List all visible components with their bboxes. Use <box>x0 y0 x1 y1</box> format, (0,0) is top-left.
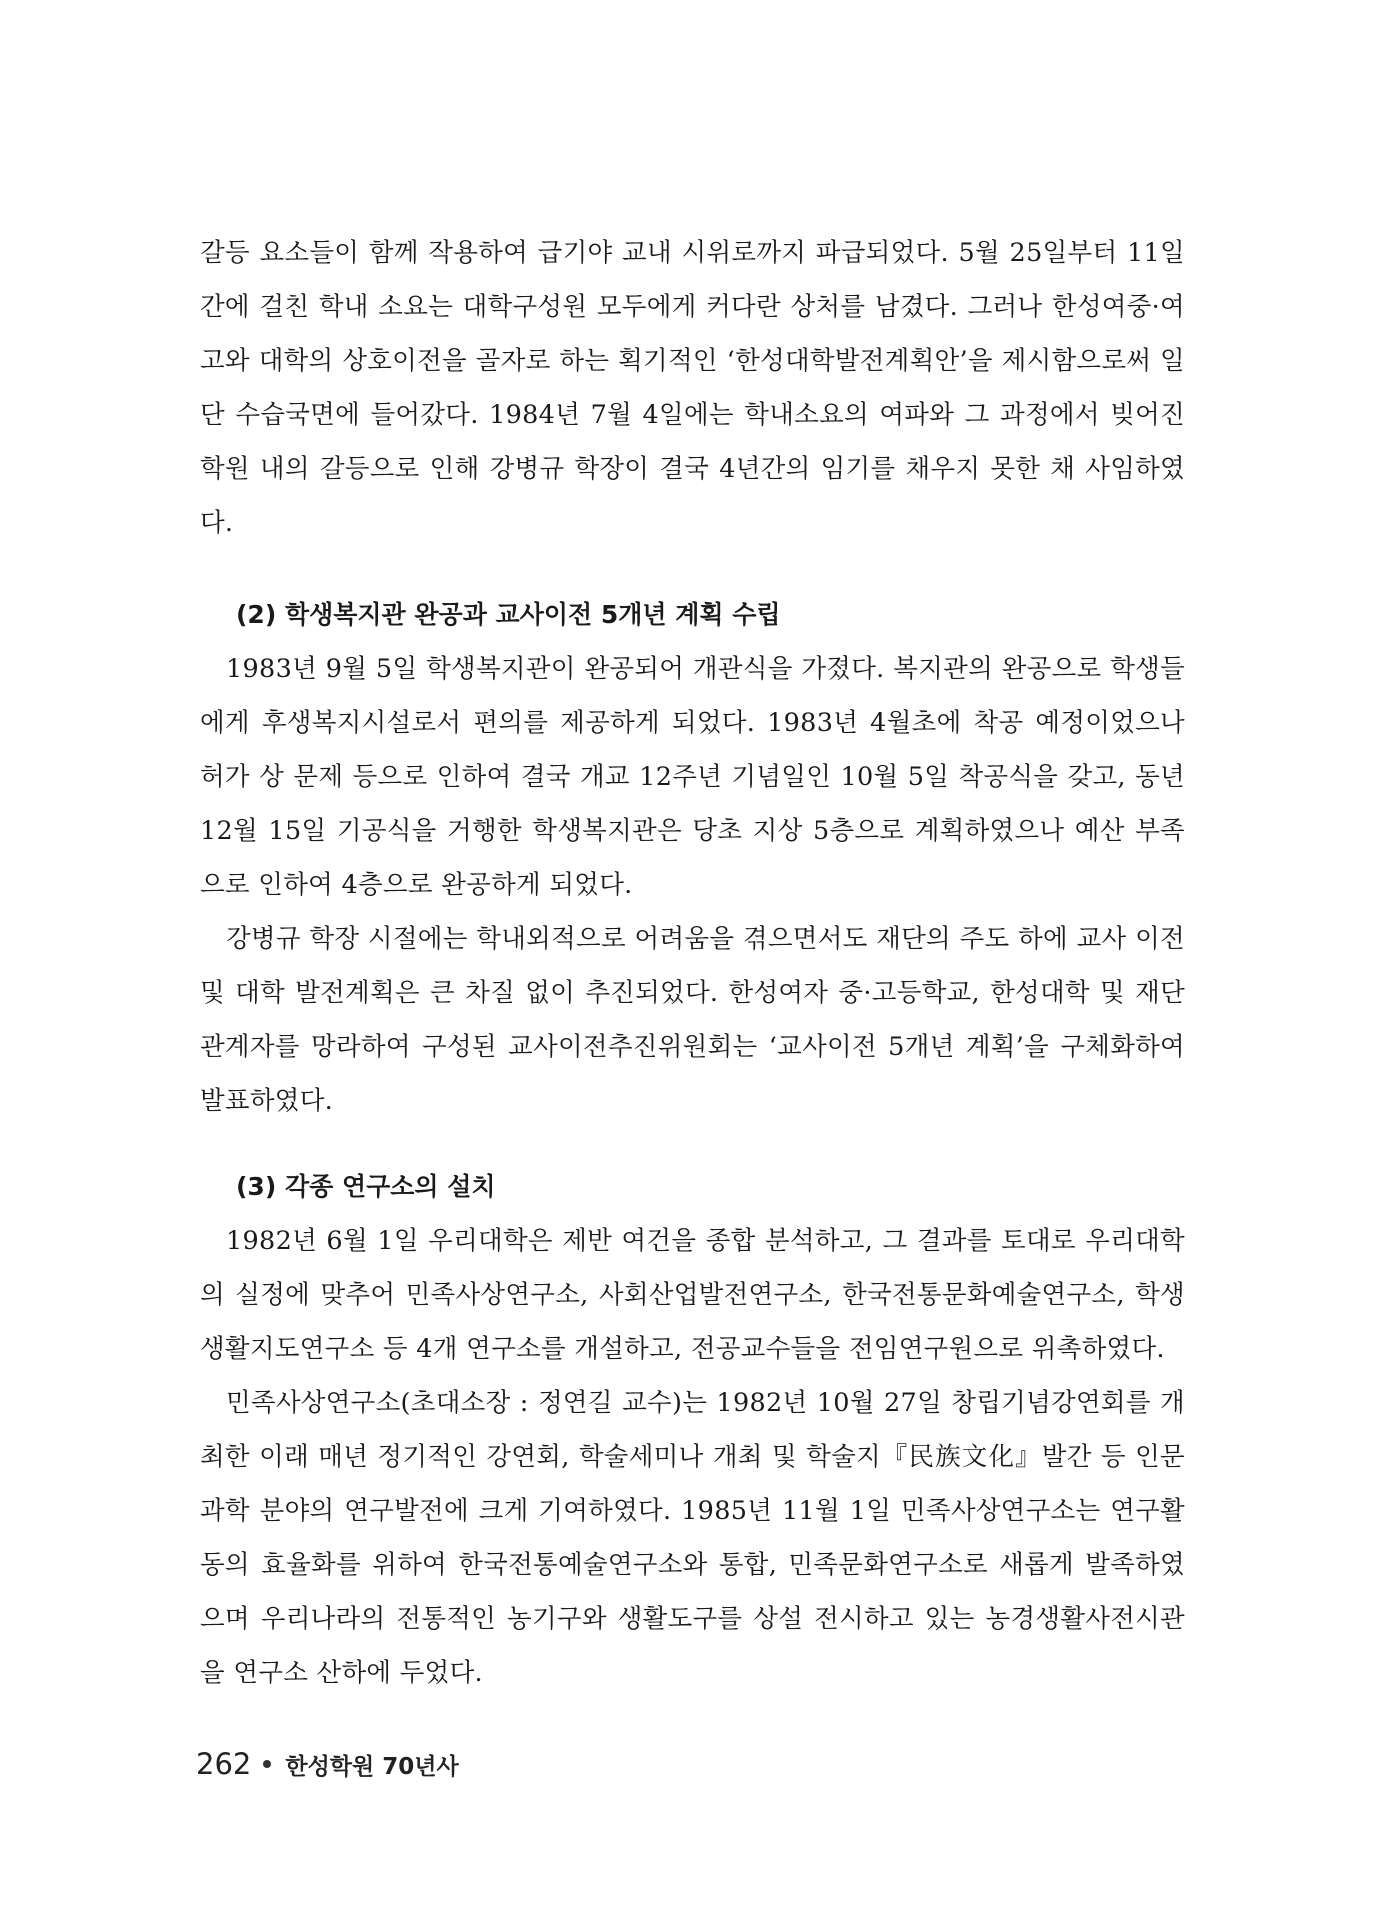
section-2-heading-wrapper <box>200 588 1185 642</box>
section-3-heading-wrapper <box>200 1160 1185 1214</box>
intro-paragraph: 갈등 요소들이 함께 작용하여 급기야 교내 시위로까지 파급되었다. 5월 25일부터 11일간에 걸친 학내 소요는 대학구성원 모두에게 커다란 상처를 남겼다. 그러나 한성여중·여고와 대학의 상호이전을 골자로 하는 획기적인 ‘한성대학발전계획안’을 제시함으로써 일단 수습국면에 들어갔다. 1984년 7월 4일에는 학내소요의 여파와 그 과정에서 빚어진 학원 내의 갈등으로 인해 강병규 학장이 결국 4년간의 임기를 채우지 못한 채 사임하였다. <box>200 238 1185 538</box>
bullet-icon <box>263 1760 271 1768</box>
section-3-paragraph-2: 민족사상연구소(초대소장 : 정연길 교수)는 1982년 10월 27일 창립기념강연회를 개최한 이래 매년 정기적인 강연회, 학술세미나 개최 및 학술지『民族文化』발간 등 인문과학 분야의 연구발전에 크게 기여하였다. 1985년 11월 1일 민족사상연구소는 연구활동의 효율화를 위하여 한국전통예술연구소와 통합, 민족문화연구소로 새롭게 발족하였으며 우리나라의 전통적인 농기구와 생활도구를 상설 전시하고 있는 농경생활사전시관을 연구소 산하에 두었다. <box>200 1388 1185 1688</box>
page-number: 262 <box>196 1747 252 1781</box>
section-3-text-block <box>200 1214 1185 1700</box>
section-3-paragraph-1: 1982년 6월 1일 우리대학은 제반 여건을 종합 분석하고, 그 결과를 토대로 우리대학의 실정에 맞추어 민족사상연구소, 사회산업발전연구소, 한국전통문화예술연구소, 학생생활지도연구소 등 4개 연구소를 개설하고, 전공교수들을 전임연구원으로 위촉하였다. <box>200 1226 1185 1364</box>
section-2-paragraph-2: 강병규 학장 시절에는 학내외적으로 어려움을 겪으면서도 재단의 주도 하에 교사 이전 및 대학 발전계획은 큰 차질 없이 추진되었다. 한성여자 중·고등학교, 한성대학 및 재단 관계자를 망라하여 구성된 교사이전추진위원회는 ‘교사이전 5개년 계획’을 구체화하여 발표하였다. <box>200 924 1185 1116</box>
section-2-text-block <box>200 642 1185 1128</box>
book-title: 한성학원 70년사 <box>285 1753 459 1780</box>
page-footer <box>196 1747 459 1781</box>
section-3-heading: (3) 각종 연구소의 설치 <box>236 1172 496 1201</box>
section-2-heading: (2) 학생복지관 완공과 교사이전 5개년 계획 수립 <box>236 600 781 629</box>
section-2-paragraph-1: 1983년 9월 5일 학생복지관이 완공되어 개관식을 가졌다. 복지관의 완공으로 학생들에게 후생복지시설로서 편의를 제공하게 되었다. 1983년 4월초에 착공 예정이었으나 허가 상 문제 등으로 인하여 결국 개교 12주년 기념일인 10월 5일 착공식을 갖고, 동년 12월 15일 기공식을 거행한 학생복지관은 당초 지상 5층으로 계획하였으나 예산 부족으로 인하여 4층으로 완공하게 되었다. <box>200 654 1185 900</box>
intro-text-block <box>200 226 1185 550</box>
